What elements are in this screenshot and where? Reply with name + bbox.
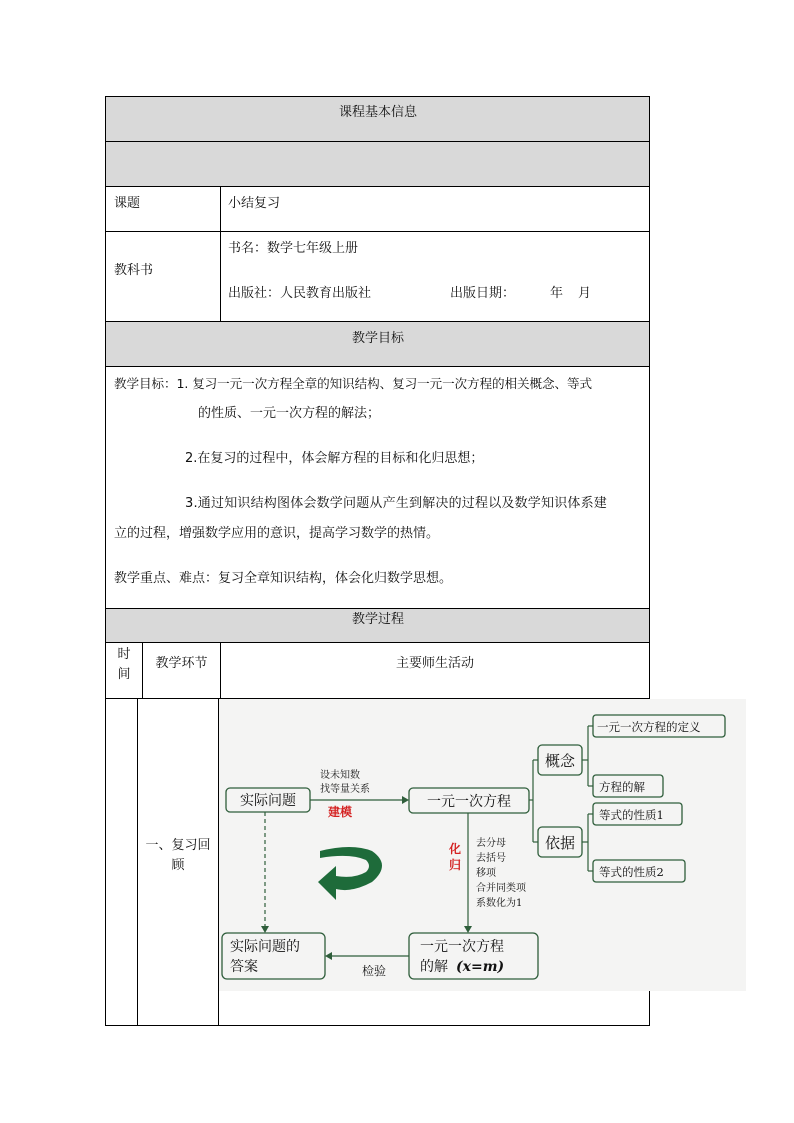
publisher: 出版社：人民教育出版社: [228, 286, 372, 301]
col-activity: 主要师生活动: [395, 656, 474, 671]
key-points: 教学重点、难点：复习全章知识结构，体会化归数学思想。: [114, 571, 453, 586]
check-text: 检验: [362, 964, 387, 978]
property2-text: 等式的性质2: [599, 865, 664, 879]
practical-problem-text: 实际问题: [240, 793, 296, 809]
objective-3b: 立的过程，增强数学应用的意识，提高学习数学的热情。: [114, 526, 440, 541]
linear-equation-text: 一元一次方程: [427, 794, 511, 810]
year-label: 年: [550, 286, 564, 301]
solution-x-text: (x=m): [456, 959, 505, 975]
definition-text: 一元一次方程的定义: [597, 720, 701, 734]
step4-text: 合并同类项: [476, 883, 526, 894]
process-title: 教学过程: [351, 612, 404, 627]
objective-2: 2.在复习的过程中，体会解方程的目标和化归思想；: [185, 451, 484, 466]
reduce-curve-arrow-icon: [318, 847, 382, 900]
step2-text: 去括号: [476, 853, 506, 864]
objective-3a: 3.通过知识结构图体会数学问题从产生到解决的过程以及数学知识体系建: [185, 496, 608, 511]
topic-label: 课题: [114, 196, 141, 211]
stage1-line2: 顾: [171, 858, 185, 873]
answer-text-2: 答案: [230, 959, 258, 975]
stage1-line1: 一、复习回: [145, 838, 211, 853]
step1-text: 去分母: [476, 838, 506, 849]
month-label: 月: [578, 286, 592, 301]
basis-text: 依据: [544, 834, 576, 852]
step5-text: 系数化为1: [476, 898, 523, 909]
course-info-title: 课程基本信息: [338, 105, 417, 120]
find-equal-text: 找等量关系: [320, 784, 370, 795]
objective-1b: 的性质、一元一次方程的解法；: [198, 406, 381, 421]
col-stage: 教学环节: [155, 656, 208, 671]
textbook-label: 教科书: [114, 263, 154, 278]
solution-text-2: 的解: [420, 959, 448, 975]
pub-date-label: 出版日期：: [450, 286, 516, 301]
solution-of-equation-text: 方程的解: [599, 780, 645, 794]
book-name: 书名：数学七年级上册: [228, 241, 359, 256]
concept-text: 概念: [544, 752, 576, 770]
reduce-text-2: 归: [449, 858, 462, 872]
step3-text: 移项: [476, 868, 496, 879]
solution-text-1: 一元一次方程: [420, 939, 504, 955]
objectives-title: 教学目标: [351, 331, 404, 346]
topic-value: 小结复习: [228, 196, 281, 211]
reduce-text-1: 化: [449, 842, 462, 856]
set-unknown-text: 设未知数: [320, 770, 360, 781]
property1-text: 等式的性质1: [599, 808, 664, 822]
answer-text-1: 实际问题的: [230, 939, 300, 955]
objective-1a: 教学目标：1. 复习一元一次方程全章的知识结构、复习一元一次方程的相关概念、等式: [114, 376, 592, 391]
col-time-2: 间: [117, 667, 131, 682]
col-time-1: 时: [117, 647, 131, 662]
modeling-text: 建模: [328, 805, 353, 819]
